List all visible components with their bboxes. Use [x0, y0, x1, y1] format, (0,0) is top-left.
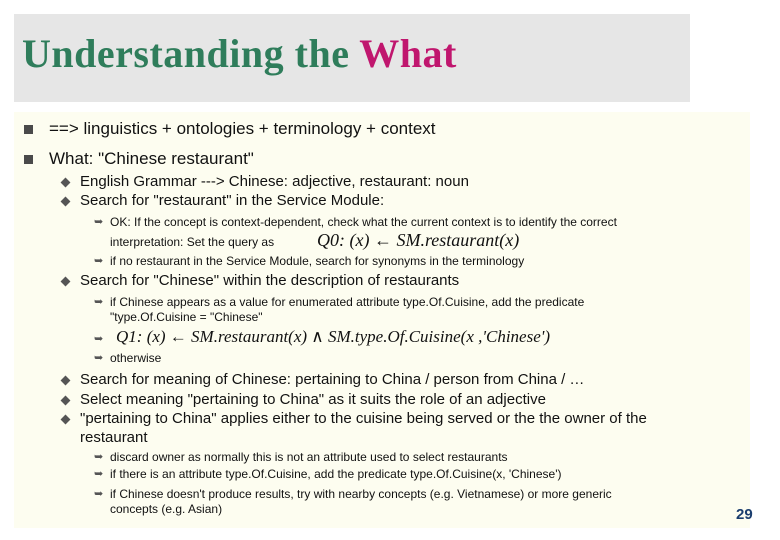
title-main: Understanding the [22, 31, 360, 76]
arrow-bullet-icon: ➥ [94, 333, 104, 345]
bullet-pertaining-cont: restaurant [80, 429, 148, 446]
subbullet-discard-owner: discard owner as normally this is not an attribute used to select restaurants [110, 450, 508, 464]
subbullet-nearby-concepts: if Chinese doesn't produce results, try with nearby concepts (e.g. Vietnamese) or more generic [110, 487, 612, 501]
bullet-search-chinese: Search for "Chinese" within the description of restaurants [80, 272, 460, 289]
arrow-bullet-icon: ➥ [94, 451, 104, 463]
arrow-bullet-icon: ➥ [94, 296, 104, 308]
square-bullet-icon [24, 155, 33, 164]
subbullet-nearby-concepts-cont: concepts (e.g. Asian) [110, 502, 223, 516]
subbullet-otherwise: otherwise [110, 351, 162, 365]
bullet-select-meaning: Select meaning "pertaining to China" as it suits the role of an adjective [80, 391, 546, 408]
bullet-meaning-chinese: Search for meaning of Chinese: pertaining to China / person from China / … [80, 371, 585, 388]
arrow-bullet-icon: ➥ [94, 488, 104, 500]
square-bullet-icon [24, 125, 33, 134]
subbullet-attribute-cuisine: if there is an attribute type.Of.Cuisine, add the predicate type.Of.Cuisine(x, 'Chinese') [110, 467, 562, 481]
subbullet-enumerated: if Chinese appears as a value for enumerated attribute type.Of.Cuisine, add the predicate [110, 295, 585, 309]
subbullet-synonyms: if no restaurant in the Service Module, search for synonyms in the terminology [110, 254, 525, 268]
bullet-english-grammar: English Grammar ---> Chinese: adjective, restaurant: noun [80, 173, 469, 190]
arrow-bullet-icon: ➥ [94, 468, 104, 480]
bullet-what: What: "Chinese restaurant" [49, 149, 254, 168]
arrow-bullet-icon: ➥ [94, 216, 104, 228]
page-number: 29 [736, 506, 753, 523]
subbullet-enumerated-cont: "type.Of.Cuisine = "Chinese" [110, 310, 263, 324]
subbullet-context-dependent: OK: If the concept is context-dependent, check what the current context is to identify the correct [110, 215, 617, 229]
subbullet-interpretation: interpretation: Set the query as [110, 235, 275, 249]
bullet-search-restaurant: Search for "restaurant" in the Service Module: [80, 192, 385, 209]
bullet-linguistics: ==> linguistics + ontologies + terminology + context [49, 119, 436, 138]
title-accent: What [359, 31, 457, 76]
slide-title [22, 30, 457, 77]
arrow-bullet-icon: ➥ [94, 352, 104, 364]
bullet-pertaining: "pertaining to China" applies either to the cuisine being served or the the owner of the [80, 410, 647, 427]
query-q0: Q0: (x) ← SM.restaurant(x) [317, 230, 520, 250]
query-q1: Q1: (x) ← SM.restaurant(x) ∧ SM.type.Of.Cuisine(x ,'Chinese') [116, 327, 551, 346]
arrow-bullet-icon: ➥ [94, 255, 104, 267]
